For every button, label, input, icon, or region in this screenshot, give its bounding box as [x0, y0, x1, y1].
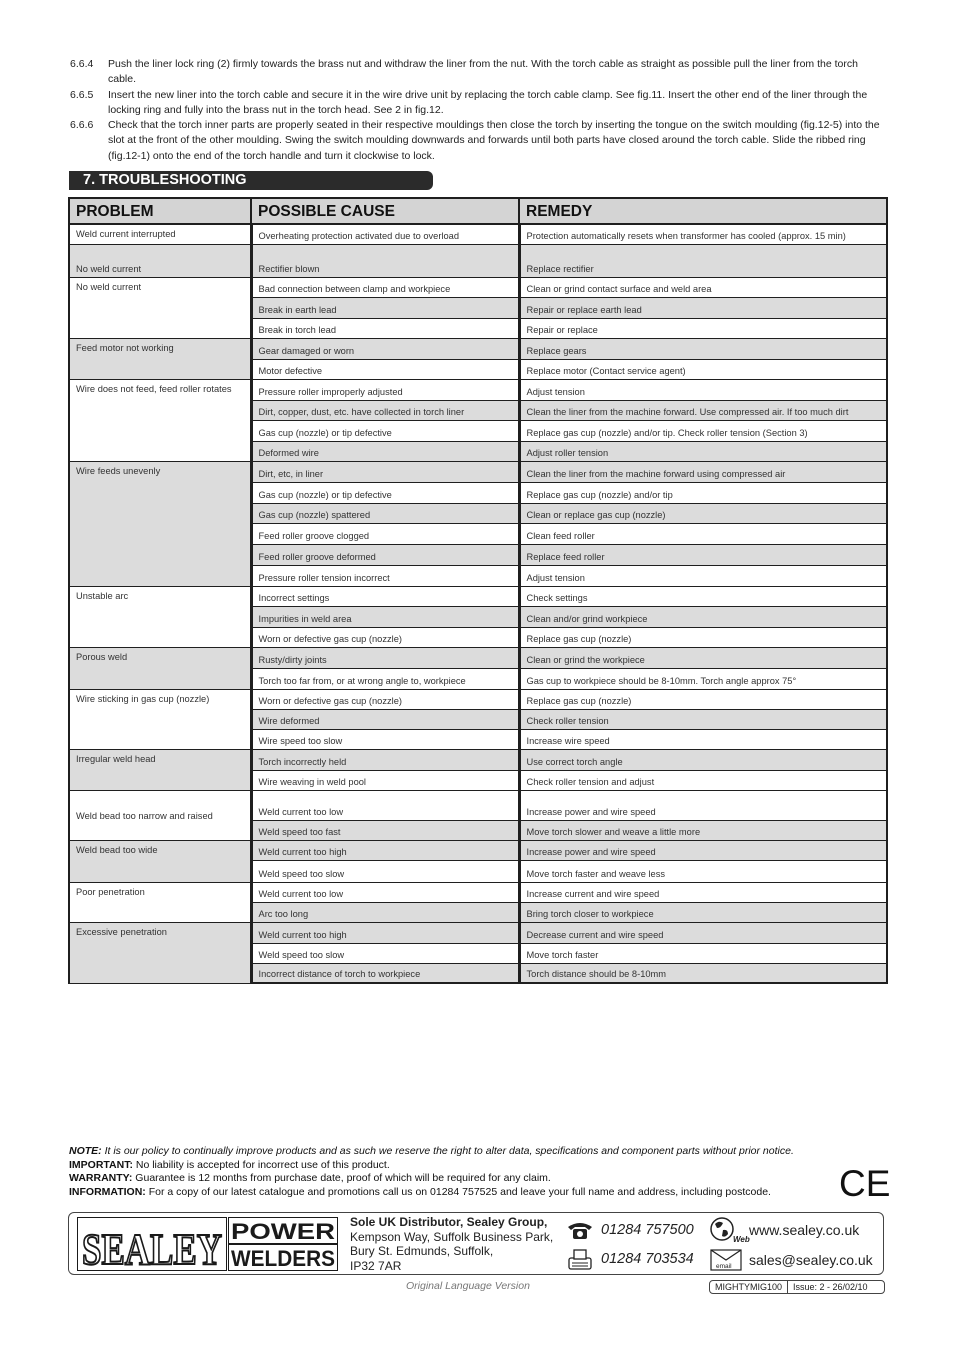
cause-cell: Weld current too low: [251, 882, 519, 902]
instruction-item: 6.6.5 Insert the new liner into the torch cable and secure it in the wire drive unit by replacing the torch cable clamp. See fig.11. Insert the other end of the liner through the locking ring and fully into the brass nut in the torch head. See 2 in fig.12.: [70, 88, 868, 116]
remedy-cell: Bring torch closer to workpiece: [519, 902, 887, 922]
distributor-address: Sole UK Distributor, Sealey Group, Kempson Way, Suffolk Business Park, Bury St. Edmunds, Suffolk, IP32 7AR: [350, 1215, 554, 1273]
remedy-cell: Replace rectifier: [519, 244, 887, 277]
column-header-cause: POSSIBLE CAUSE: [251, 198, 519, 224]
svg-text:SEALEY: SEALEY: [82, 1225, 222, 1274]
cause-cell: Gas cup (nozzle) or tip defective: [251, 420, 519, 441]
svg-text:POWER: POWER: [231, 1219, 336, 1244]
cause-cell: Rusty/dirty joints: [251, 647, 519, 668]
remedy-cell: Increase power and wire speed: [519, 790, 887, 820]
svg-text:Web: Web: [733, 1235, 750, 1244]
cause-cell: Incorrect settings: [251, 586, 519, 606]
cause-cell: Torch too far from, or at wrong angle to, workpiece: [251, 668, 519, 689]
problem-cell: Wire sticking in gas cup (nozzle): [69, 689, 251, 749]
problem-cell: Poor penetration: [69, 882, 251, 922]
problem-cell: Feed motor not working: [69, 338, 251, 379]
table-row: [69, 277, 887, 297]
cause-cell: Deformed wire: [251, 441, 519, 461]
cause-cell: Dirt, copper, dust, etc. have collected in torch liner: [251, 400, 519, 420]
table-row: [69, 840, 887, 860]
table-row: [69, 790, 887, 820]
remedy-cell: Replace gas cup (nozzle): [519, 689, 887, 709]
sealey-logo: [77, 1217, 227, 1274]
table-body: [69, 224, 887, 983]
power-welders-logo: [228, 1217, 338, 1271]
cause-cell: Gas cup (nozzle) spattered: [251, 503, 519, 523]
table-row: [69, 689, 887, 709]
cause-cell: Wire speed too slow: [251, 729, 519, 749]
cause-cell: Overheating protection activated due to overload: [251, 224, 519, 244]
cause-cell: Wire weaving in weld pool: [251, 770, 519, 790]
remedy-cell: Replace feed roller: [519, 544, 887, 565]
table-row: [69, 749, 887, 770]
cause-cell: Feed roller groove clogged: [251, 523, 519, 544]
cause-cell: Weld current too high: [251, 840, 519, 860]
remedy-cell: Replace gas cup (nozzle): [519, 627, 887, 647]
remedy-cell: Move torch slower and weave a little more: [519, 820, 887, 840]
fax-icon: [566, 1248, 594, 1270]
remedy-cell: Check roller tension and adjust: [519, 770, 887, 790]
svg-text:email: email: [716, 1263, 732, 1270]
remedy-cell: Decrease current and wire speed: [519, 922, 887, 943]
web-globe-icon: [709, 1216, 750, 1244]
remedy-cell: Check settings: [519, 586, 887, 606]
table-row: [69, 647, 887, 668]
problem-cell: Weld current interrupted: [69, 224, 251, 244]
problem-cell: Weld bead too wide: [69, 840, 251, 882]
cause-cell: Incorrect distance of torch to workpiece: [251, 963, 519, 983]
column-header-remedy: REMEDY: [519, 198, 887, 224]
cause-cell: Pressure roller improperly adjusted: [251, 379, 519, 400]
remedy-cell: Clean and/or grind workpiece: [519, 606, 887, 627]
cause-cell: Dirt, etc, in liner: [251, 461, 519, 482]
ce-mark-icon: [838, 1163, 891, 1204]
warranty-line: WARRANTY: Guarantee is 12 months from purchase date, proof of which will be required for any claim.: [69, 1172, 551, 1185]
cause-cell: Arc too long: [251, 902, 519, 922]
information-line: INFORMATION: For a copy of our latest catalogue and promotions call us on 01284 757525 and leave your full name and address, including postcode.: [69, 1185, 771, 1198]
cause-cell: Gear damaged or worn: [251, 338, 519, 359]
problem-cell: Wire feeds unevenly: [69, 461, 251, 586]
cause-cell: Weld current too low: [251, 790, 519, 820]
cause-cell: Impurities in weld area: [251, 606, 519, 627]
cause-cell: Pressure roller tension incorrect: [251, 565, 519, 586]
problem-cell: No weld current: [69, 244, 251, 277]
remedy-cell: Replace gas cup (nozzle) and/or tip. Check roller tension (Section 3): [519, 420, 887, 441]
problem-cell: Irregular weld head: [69, 749, 251, 790]
remedy-cell: Move torch faster: [519, 943, 887, 963]
cause-cell: Rectifier blown: [251, 244, 519, 277]
important-line: IMPORTANT: No liability is accepted for incorrect use of this product.: [69, 1158, 390, 1171]
remedy-cell: Replace motor (Contact service agent): [519, 359, 887, 379]
remedy-cell: Increase current and wire speed: [519, 882, 887, 902]
cause-cell: Weld speed too slow: [251, 943, 519, 963]
fax-number: 01284 703534: [601, 1251, 694, 1267]
table-row: [69, 224, 887, 244]
cause-cell: Feed roller groove deformed: [251, 544, 519, 565]
footer-box: [68, 1212, 884, 1275]
cause-cell: Gas cup (nozzle) or tip defective: [251, 482, 519, 503]
section-heading: 7. TROUBLESHOOTING: [69, 171, 433, 190]
problem-cell: Porous weld: [69, 647, 251, 689]
instructions-list: [70, 57, 885, 164]
cause-cell: Break in torch lead: [251, 318, 519, 338]
table-header-row: [69, 198, 887, 224]
phone-number[interactable]: 01284 757500: [601, 1222, 694, 1238]
website-link[interactable]: www.sealey.co.uk: [749, 1222, 860, 1238]
cause-cell: Wire deformed: [251, 709, 519, 729]
svg-text:WELDERS: WELDERS: [231, 1246, 335, 1271]
cause-cell: Weld speed too fast: [251, 820, 519, 840]
remedy-cell: Protection automatically resets when transformer has cooled (approx. 15 min): [519, 224, 887, 244]
model-code: MIGHTYMIG100: [715, 1282, 783, 1292]
problem-cell: No weld current: [69, 277, 251, 338]
table-row: [69, 338, 887, 359]
footnotes: [69, 1145, 869, 1199]
remedy-cell: Clean or grind contact surface and weld area: [519, 277, 887, 297]
remedy-cell: Clean feed roller: [519, 523, 887, 544]
telephone-icon: [566, 1220, 594, 1240]
remedy-cell: Replace gears: [519, 338, 887, 359]
table-row: [69, 379, 887, 400]
remedy-cell: Move torch faster and weave less: [519, 860, 887, 882]
cause-cell: Weld speed too slow: [251, 860, 519, 882]
problem-cell: Excessive penetration: [69, 922, 251, 983]
cause-cell: Weld current too high: [251, 922, 519, 943]
cause-cell: Worn or defective gas cup (nozzle): [251, 627, 519, 647]
email-envelope-icon: [710, 1249, 742, 1271]
problem-cell: Weld bead too narrow and raised: [69, 790, 251, 840]
column-header-problem: PROBLEM: [69, 198, 251, 224]
table-row: [69, 244, 887, 277]
original-language-label: Original Language Version: [406, 1280, 530, 1292]
remedy-cell: Adjust roller tension: [519, 441, 887, 461]
remedy-cell: Adjust tension: [519, 379, 887, 400]
cause-cell: Break in earth lead: [251, 297, 519, 318]
remedy-cell: Increase wire speed: [519, 729, 887, 749]
problem-cell: Wire does not feed, feed roller rotates: [69, 379, 251, 461]
remedy-cell: Gas cup to workpiece should be 8-10mm. Torch angle approx 75°: [519, 668, 887, 689]
remedy-cell: Check roller tension: [519, 709, 887, 729]
remedy-cell: Use correct torch angle: [519, 749, 887, 770]
remedy-cell: Clean or replace gas cup (nozzle): [519, 503, 887, 523]
table-row: [69, 922, 887, 943]
troubleshooting-table: [68, 197, 888, 984]
cause-cell: Worn or defective gas cup (nozzle): [251, 689, 519, 709]
remedy-cell: Clean the liner from the machine forward using compressed air: [519, 461, 887, 482]
note-line: NOTE: It is our policy to continually improve products and as such we reserve the right to alter data, specifications and component parts without prior notice.: [69, 1145, 794, 1157]
remedy-cell: Clean the liner from the machine forward. Use compressed air. If too much dirt: [519, 400, 887, 420]
remedy-cell: Increase power and wire speed: [519, 840, 887, 860]
remedy-cell: Torch distance should be 8-10mm: [519, 963, 887, 983]
issue-date: Issue: 2 - 26/02/10: [787, 1281, 873, 1293]
cause-cell: Motor defective: [251, 359, 519, 379]
remedy-cell: Clean or grind the workpiece: [519, 647, 887, 668]
remedy-cell: Repair or replace earth lead: [519, 297, 887, 318]
problem-cell: Unstable arc: [69, 586, 251, 647]
instruction-item: 6.6.4 Push the liner lock ring (2) firmly towards the brass nut and withdraw the liner from the nut. With the torch cable as straight as possible pull the liner from the torch cable.: [70, 58, 858, 86]
cause-cell: Torch incorrectly held: [251, 749, 519, 770]
svg-text:CE: CE: [839, 1163, 891, 1204]
remedy-cell: Repair or replace: [519, 318, 887, 338]
instruction-item: 6.6.6 Check that the torch inner parts are properly seated in their respective mouldings then close the torch by inserting the tongue on the switch moulding (fig.12-5) into the slot at the front of the other moulding. Swing the switch moulding downwards and forwards until both parts have closed around the torch cable. Slide the ribbed ring (fig.12-1) onto the end of the torch handle and turn it clockwise to lock.: [70, 119, 880, 162]
table-row: [69, 586, 887, 606]
remedy-cell: Replace gas cup (nozzle) and/or tip: [519, 482, 887, 503]
table-row: [69, 882, 887, 902]
remedy-cell: Adjust tension: [519, 565, 887, 586]
table-row: [69, 461, 887, 482]
email-link[interactable]: sales@sealey.co.uk: [749, 1252, 873, 1268]
issue-box: [709, 1280, 885, 1294]
cause-cell: Bad connection between clamp and workpiece: [251, 277, 519, 297]
